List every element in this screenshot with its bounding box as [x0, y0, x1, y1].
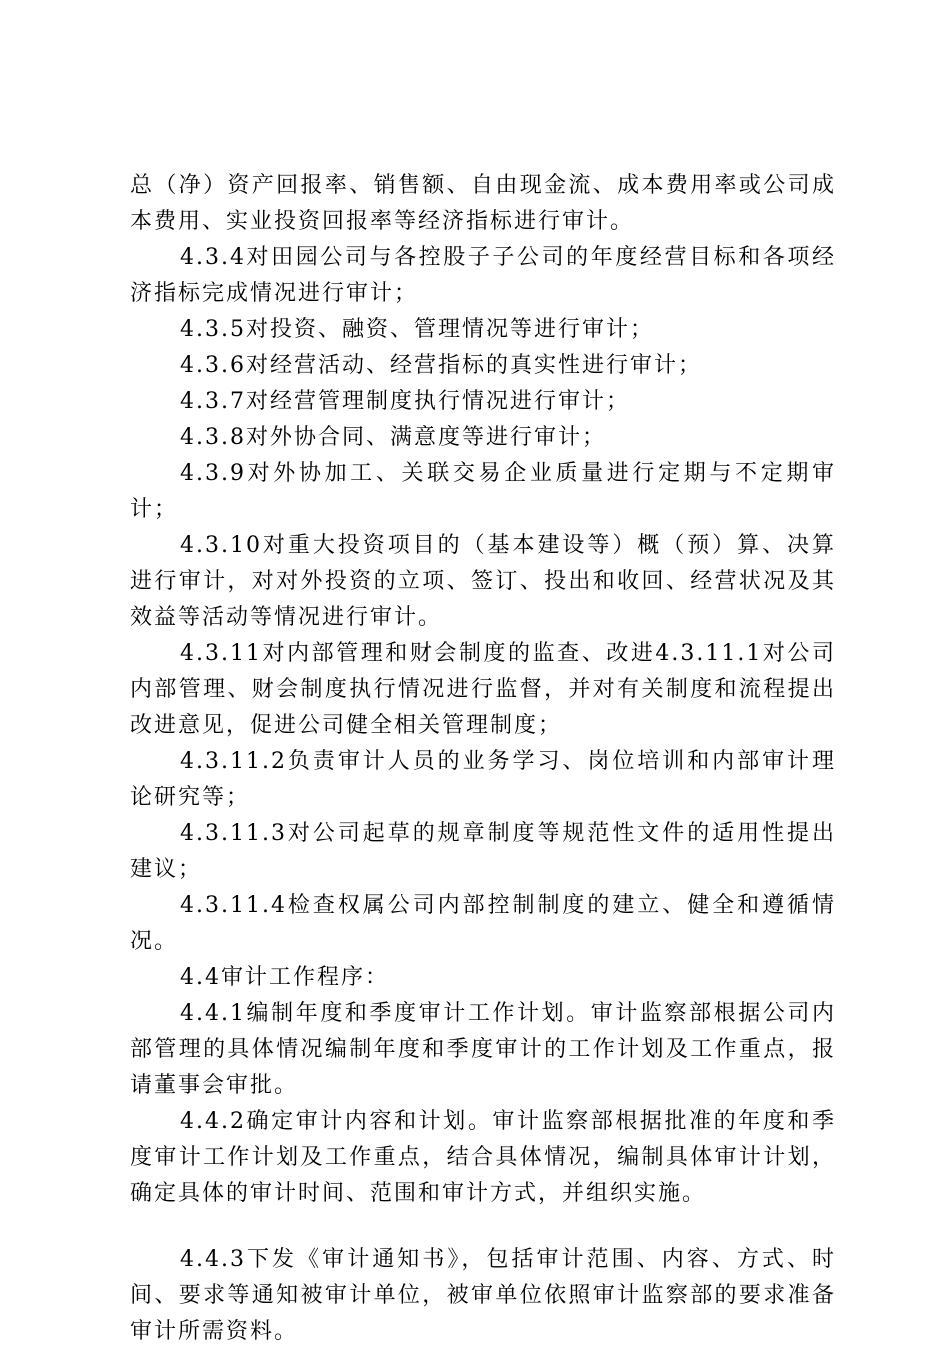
paragraph: 4.4.2确定审计内容和计划。审计监察部根据批准的年度和季度审计工作计划及工作重点，结合具体情况，编制具体审计计划，确定具体的审计时间、范围和审计方式，并组织实施。 — [130, 1109, 836, 1206]
paragraph: 总（净）资产回报率、销售额、自由现金流、成本费用率或公司成本费用、实业投资回报率等经济指标进行审计。 — [130, 173, 836, 234]
paragraph-gap — [130, 1212, 836, 1242]
paragraph: 4.3.7对经营管理制度执行情况进行审计； — [180, 389, 630, 414]
paragraph: 4.3.6对经营活动、经营指标的真实性进行审计； — [180, 353, 702, 378]
paragraph: 4.3.4对田园公司与各控股子子公司的年度经营目标和各项经济指标完成情况进行审计； — [130, 245, 836, 306]
paragraph: 4.4.3下发《审计通知书》，包括审计范围、内容、方式、时间、要求等通知被审计单位，被审单位依照审计监察部的要求准备审计所需资料。 — [130, 1247, 836, 1344]
paragraph: 4.3.11.3对公司起草的规章制度等规范性文件的适用性提出建议； — [130, 821, 836, 882]
paragraph: 4.3.5对投资、融资、管理情况等进行审计； — [180, 317, 654, 342]
paragraph: 4.4.1编制年度和季度审计工作计划。审计监察部根据公司内部管理的具体情况编制年度和季度审计的工作计划及工作重点，报请董事会审批。 — [130, 1001, 836, 1098]
paragraph: 4.3.11.2负责审计人员的业务学习、岗位培训和内部审计理论研究等； — [130, 749, 836, 810]
paragraph: 4.3.8对外协合同、满意度等进行审计； — [180, 425, 606, 450]
paragraph: 4.3.10对重大投资项目的（基本建设等）概（预）算、决算进行审计，对对外投资的立项、签订、投出和收回、经营状况及其效益等活动等情况进行审计。 — [130, 533, 836, 630]
paragraph: 4.3.11.4检查权属公司内部控制制度的建立、健全和遵循情况。 — [130, 893, 836, 954]
document-body — [130, 168, 836, 1350]
section-heading: 4.4审计工作程序： — [180, 965, 389, 990]
paragraph: 4.3.11对内部管理和财会制度的监查、改进4.3.11.1对公司内部管理、财会制度执行情况进行监督，并对有关制度和流程提出改进意见，促进公司健全相关管理制度； — [130, 641, 836, 738]
paragraph: 4.3.9对外协加工、关联交易企业质量进行定期与不定期审计； — [130, 461, 836, 522]
